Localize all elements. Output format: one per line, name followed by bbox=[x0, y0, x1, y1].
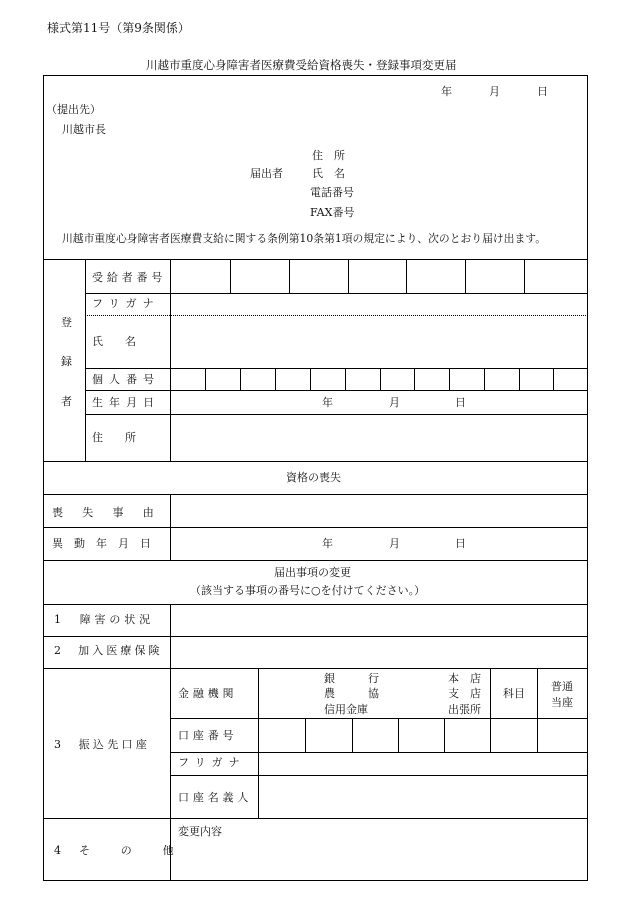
birth-day: 日 bbox=[455, 396, 466, 409]
item-3-label[interactable]: 3 振込先口座 bbox=[54, 738, 151, 751]
address-label: 住 所 bbox=[92, 431, 136, 444]
change-content-label: 変更内容 bbox=[178, 825, 222, 838]
subject-label: 科目 bbox=[503, 687, 525, 700]
bank-type-bank: 銀 行 bbox=[324, 672, 379, 685]
account-furigana-label: フリガナ bbox=[178, 756, 246, 769]
change-day: 日 bbox=[455, 537, 466, 550]
form-title: 川越市重度心身障害者医療費受給資格喪失・登録事項変更届 bbox=[146, 58, 457, 72]
change-date-label: 異動年月日 bbox=[52, 537, 162, 550]
form-number: 様式第11号（第9条関係） bbox=[47, 21, 190, 35]
submitter-phone-label: 電話番号 bbox=[310, 186, 354, 199]
item-2-field[interactable] bbox=[171, 637, 587, 668]
birth-year: 年 bbox=[322, 396, 333, 409]
furigana-label: フリガナ bbox=[92, 297, 160, 310]
address-field[interactable] bbox=[171, 415, 587, 461]
loss-reason-label: 喪失事由 bbox=[52, 506, 173, 519]
branch-sub: 支 店 bbox=[448, 687, 481, 700]
changes-note: （該当する事項の番号に○を付けてください。） bbox=[190, 584, 426, 597]
account-number-label: 口座番号 bbox=[178, 729, 238, 742]
furigana-field[interactable] bbox=[171, 294, 587, 315]
submitter-label: 届出者 bbox=[250, 167, 283, 180]
bank-type-agri: 農 協 bbox=[324, 687, 379, 700]
name-field[interactable] bbox=[171, 316, 587, 368]
registrant-side-2: 録 bbox=[61, 355, 72, 368]
account-holder-label: 口座名義人 bbox=[178, 791, 253, 804]
item-1-field[interactable] bbox=[171, 605, 587, 636]
change-year: 年 bbox=[322, 537, 333, 550]
changes-header: 届出事項の変更 bbox=[274, 566, 351, 579]
account-holder-field[interactable] bbox=[259, 776, 587, 818]
recipient-label: （提出先） bbox=[46, 103, 101, 116]
date-year: 年 bbox=[441, 85, 452, 98]
date-day: 日 bbox=[537, 85, 548, 98]
recipient-name: 川越市長 bbox=[62, 123, 106, 136]
registrant-side-3: 者 bbox=[61, 395, 72, 408]
branch-office: 出張所 bbox=[448, 703, 481, 716]
item-4-number[interactable]: 4 bbox=[54, 844, 61, 857]
account-furigana-field[interactable] bbox=[259, 753, 587, 774]
submitter-address-label: 住 所 bbox=[312, 149, 345, 162]
bank-type-credit: 信用金庫 bbox=[324, 703, 368, 716]
change-content-field[interactable] bbox=[171, 840, 587, 880]
loss-reason-field[interactable] bbox=[171, 495, 587, 527]
loss-header: 資格の喪失 bbox=[286, 471, 341, 484]
birthdate-label: 生年月日 bbox=[92, 396, 161, 409]
branch-main: 本 店 bbox=[448, 672, 481, 685]
personal-number-label: 個人番号 bbox=[92, 373, 161, 386]
submitter-fax-label: FAX番号 bbox=[310, 206, 355, 219]
registrant-side-1: 登 bbox=[61, 316, 72, 329]
submitter-name-label: 氏 名 bbox=[312, 167, 345, 180]
item-4-label[interactable]: そ の 他 bbox=[79, 844, 184, 857]
recipient-number-field[interactable] bbox=[171, 260, 587, 293]
change-month: 月 bbox=[389, 537, 400, 550]
bank-label: 金融機関 bbox=[178, 687, 238, 700]
name-label: 氏 名 bbox=[92, 335, 136, 348]
birth-month: 月 bbox=[389, 396, 400, 409]
account-number-field[interactable] bbox=[259, 719, 587, 752]
item-1-label[interactable]: 1 障害の状況 bbox=[54, 613, 154, 626]
declaration-text: 川越市重度心身障害者医療費支給に関する条例第10条第1項の規定により、次のとおり届け出ます。 bbox=[62, 232, 547, 245]
account-type-current[interactable]: 当座 bbox=[551, 696, 573, 709]
date-month: 月 bbox=[489, 85, 500, 98]
bank-field[interactable] bbox=[259, 669, 489, 718]
personal-number-field[interactable] bbox=[171, 368, 587, 390]
account-type-normal[interactable]: 普通 bbox=[551, 680, 573, 693]
change-date-field[interactable] bbox=[171, 528, 587, 560]
birthdate-field[interactable] bbox=[171, 390, 587, 414]
recipient-number-label: 受給者番号 bbox=[92, 271, 167, 284]
item-2-label[interactable]: 2 加入医療保険 bbox=[54, 644, 163, 657]
